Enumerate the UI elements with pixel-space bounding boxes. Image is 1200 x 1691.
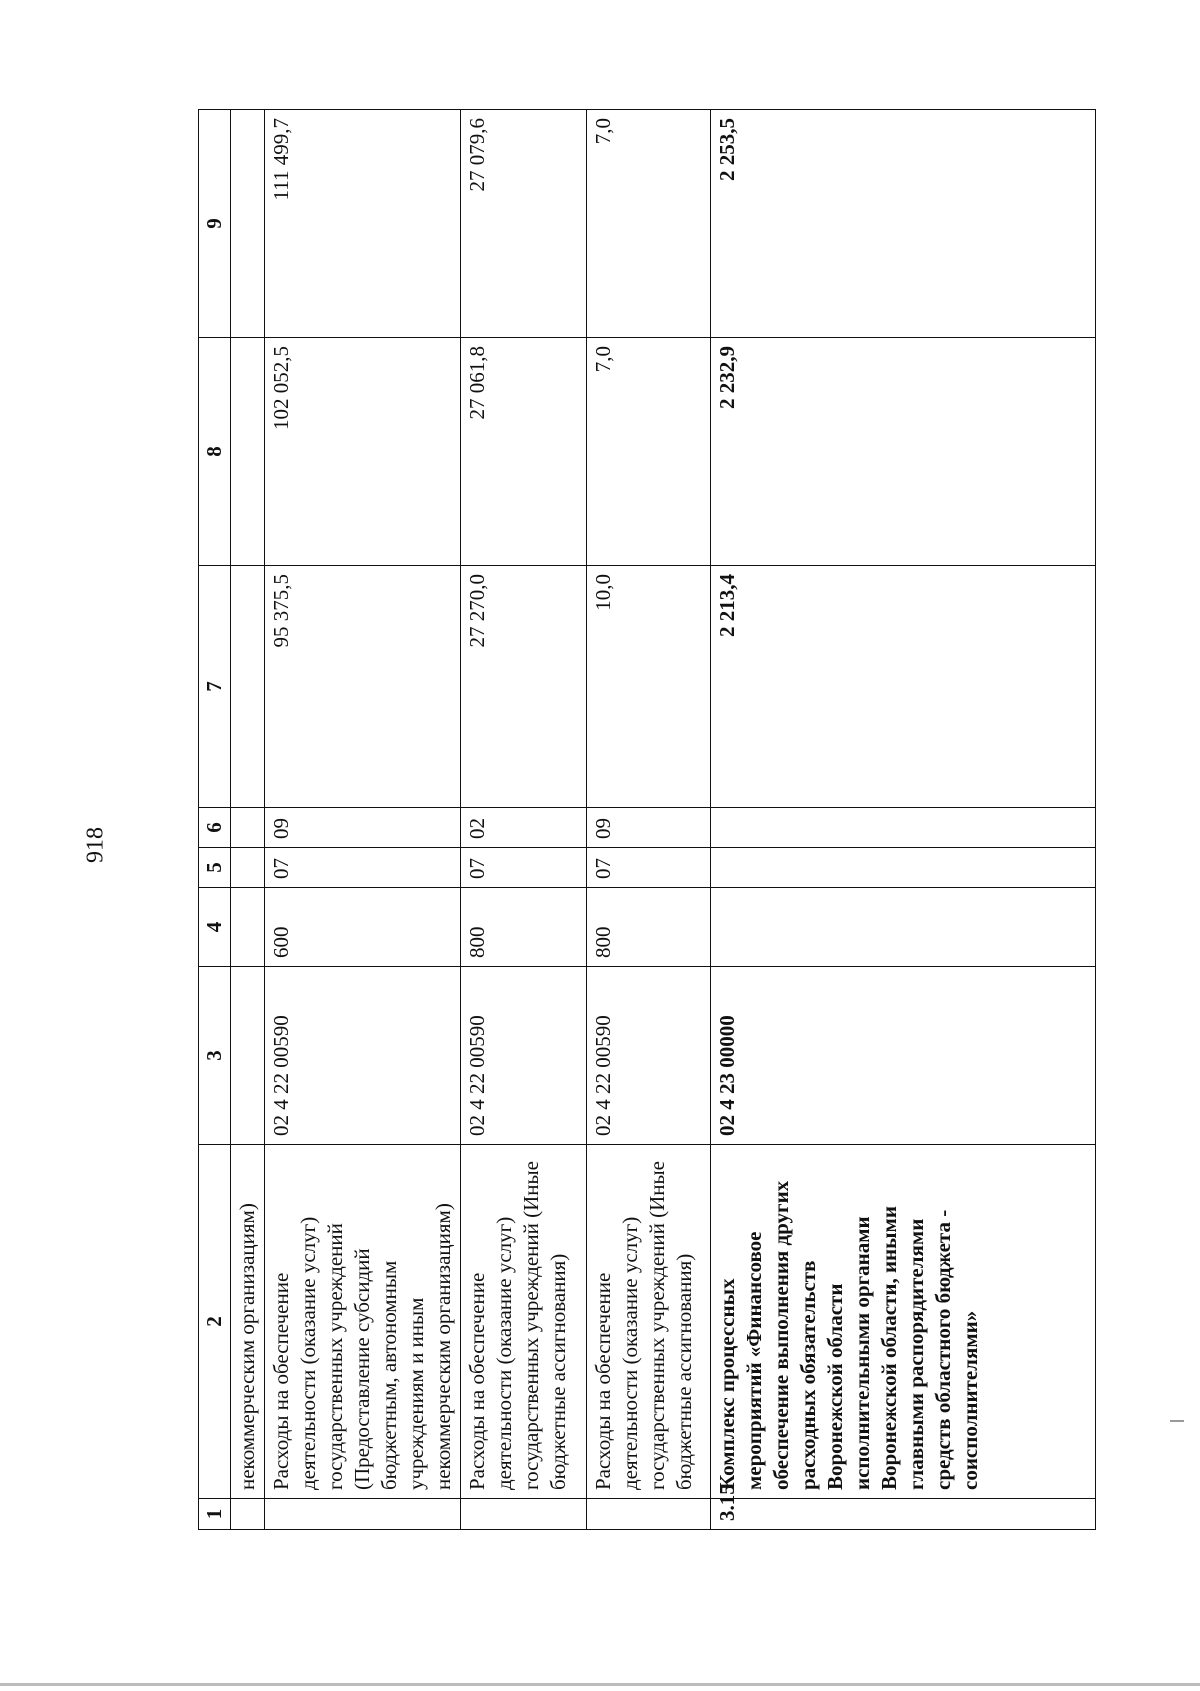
amount-col9-cell	[231, 110, 265, 338]
table-row	[265, 110, 461, 1530]
program-code-cell: 02 4 22 00590	[265, 967, 461, 1145]
expense-type-cell: 600	[265, 888, 461, 967]
amount-col7-cell: 95 375,5	[265, 566, 461, 808]
row-number-cell	[461, 1499, 587, 1530]
section-cell: 07	[265, 848, 461, 888]
column-header: 2	[199, 1145, 231, 1499]
budget-table	[198, 109, 1096, 1530]
subsection-cell: 09	[265, 808, 461, 848]
amount-col8-cell: 102 052,5	[265, 338, 461, 566]
amount-col7-cell	[231, 566, 265, 808]
row-number-cell	[265, 1499, 461, 1530]
description-cell: Расходы на обеспечение деятельности (оказание услуг) государственных учреждений (Иные бюджетные ассигнования)	[461, 1145, 587, 1499]
column-header: 4	[199, 888, 231, 967]
amount-col9-cell: 111 499,7	[265, 110, 461, 338]
row-number-cell	[587, 1499, 711, 1530]
program-code-cell: 02 4 22 00590	[461, 967, 587, 1145]
amount-col8-cell: 27 061,8	[461, 338, 587, 566]
amount-col9-cell: 7,0	[587, 110, 711, 338]
column-header: 1	[199, 1499, 231, 1530]
program-code-cell: 02 4 22 00590	[587, 967, 711, 1145]
table-row	[231, 110, 265, 1530]
section-cell: 07	[461, 848, 587, 888]
column-header: 5	[199, 848, 231, 888]
subsection-cell: 02	[461, 808, 587, 848]
column-header: 6	[199, 808, 231, 848]
expense-type-cell: 800	[461, 888, 587, 967]
amount-col7-cell: 2 213,4	[711, 566, 1096, 808]
expense-type-cell	[711, 888, 1096, 967]
amount-col9-cell: 27 079,6	[461, 110, 587, 338]
table-row	[461, 110, 587, 1530]
budget-table-container	[198, 110, 1096, 1530]
description-cell: некоммерческим организациям)	[231, 1145, 265, 1499]
section-cell	[711, 848, 1096, 888]
scan-edge-line	[0, 1683, 1200, 1686]
table-header-row	[199, 110, 231, 1530]
amount-col8-cell: 7,0	[587, 338, 711, 566]
expense-type-cell: 800	[587, 888, 711, 967]
column-header: 8	[199, 338, 231, 566]
scan-mark	[1170, 1420, 1184, 1422]
expense-type-cell	[231, 888, 265, 967]
description-cell: Расходы на обеспечение деятельности (оказание услуг) государственных учреждений (Предоставление субсидий бюджетным, автономным учреждениям и иным некоммерческим организациям)	[265, 1145, 461, 1499]
section-cell: 07	[587, 848, 711, 888]
program-code-cell: 02 4 23 00000	[711, 967, 1096, 1145]
amount-col7-cell: 27 270,0	[461, 566, 587, 808]
page-number: 918	[82, 827, 109, 863]
description-cell: Комплекс процессных мероприятий «Финансовое обеспечение выполнения других расходных обязательств Воронежской области исполнительными органами Воронежской области, иными главными распорядителями средств областного бюджета - соисполнителями»	[711, 1145, 1096, 1499]
column-header: 3	[199, 967, 231, 1145]
subsection-cell	[711, 808, 1096, 848]
row-number-cell: 3.15	[711, 1499, 1096, 1530]
amount-col7-cell: 10,0	[587, 566, 711, 808]
program-code-cell	[231, 967, 265, 1145]
row-number-cell	[231, 1499, 265, 1530]
table-row	[587, 110, 711, 1530]
subsection-cell	[231, 808, 265, 848]
amount-col8-cell: 2 232,9	[711, 338, 1096, 566]
description-cell: Расходы на обеспечение деятельности (оказание услуг) государственных учреждений (Иные бюджетные ассигнования)	[587, 1145, 711, 1499]
amount-col8-cell	[231, 338, 265, 566]
column-header: 9	[199, 110, 231, 338]
amount-col9-cell: 2 253,5	[711, 110, 1096, 338]
section-cell	[231, 848, 265, 888]
column-header: 7	[199, 566, 231, 808]
subsection-cell: 09	[587, 808, 711, 848]
table-row	[711, 110, 1096, 1530]
